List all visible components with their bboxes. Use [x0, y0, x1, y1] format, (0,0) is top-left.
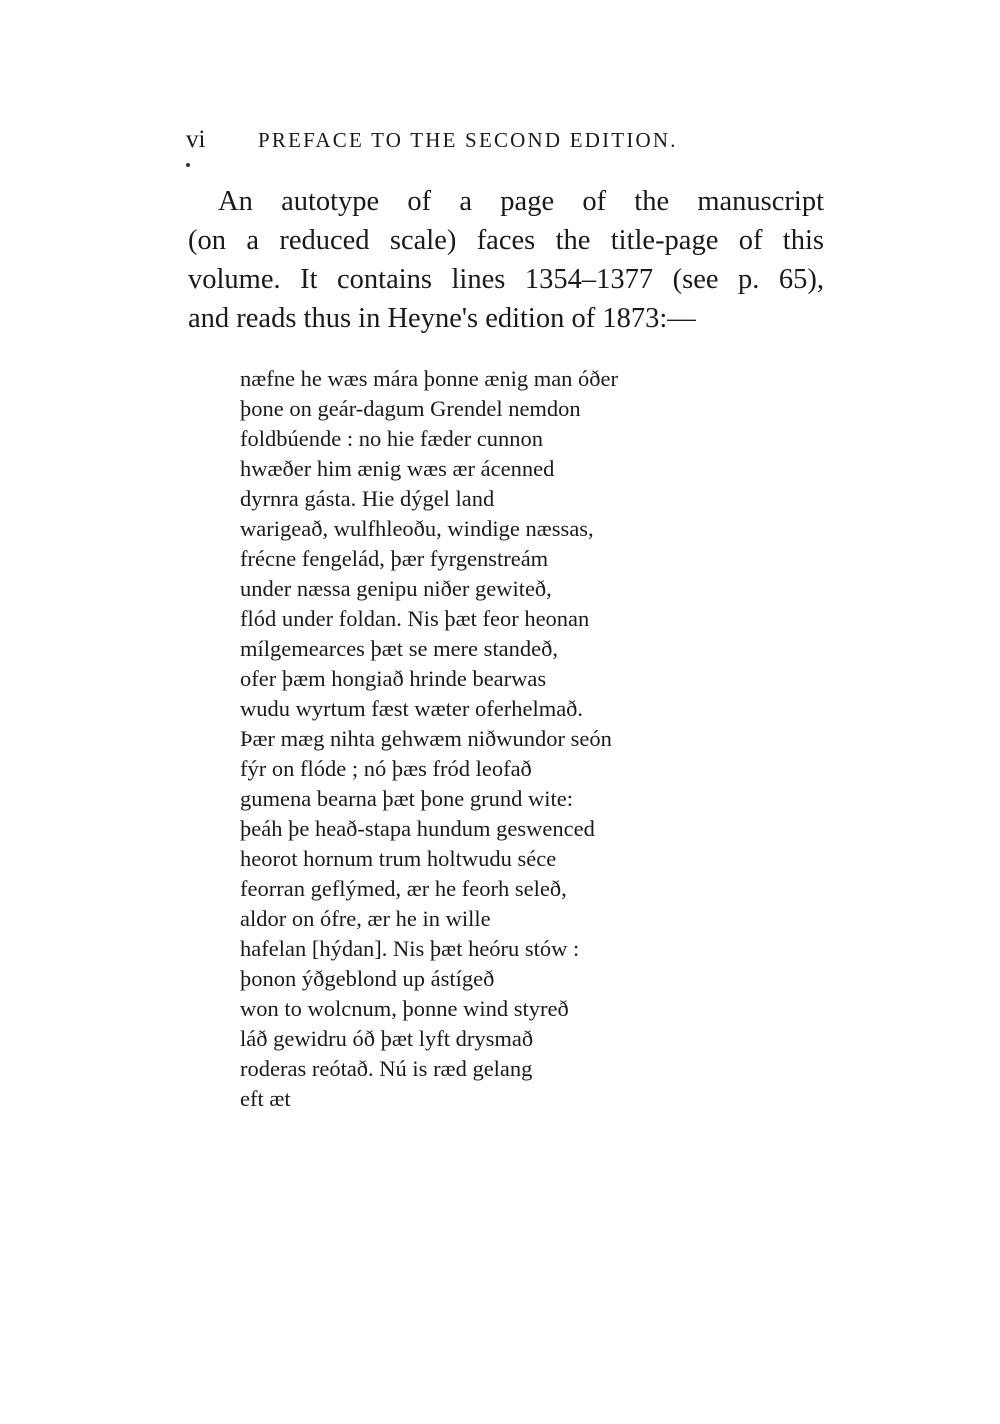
verse-line: næfne he wæs mára þonne ænig man óðer [240, 366, 619, 391]
verse-line: ofer þæm hongiað hrinde bearwas [240, 666, 547, 691]
print-speck [186, 163, 190, 167]
verse-line: þonon ýðgeblond up ástígeð [240, 966, 495, 991]
verse-line: mílgemearces þæt se mere standeð, [240, 636, 559, 661]
verse-line: feorran geflýmed, ær he feorh seleð, [240, 876, 567, 901]
verse-line: aldor on ófre, ær he in wille [240, 906, 491, 931]
verse-line: dyrnra gásta. Hie dýgel land [240, 486, 495, 511]
verse-line: foldbúende : no hie fæder cunnon [240, 426, 544, 451]
intro-line: (on a reduced scale) faces the title-page of this [188, 225, 824, 256]
intro-paragraph [188, 182, 824, 338]
verse-line: wudu wyrtum fæst wæter oferhelmað. [240, 696, 584, 721]
verse-line: fýr on flóde ; nó þæs fród leofað [240, 756, 532, 781]
intro-line: and reads thus in Heyne's edition of 1873:— [188, 303, 696, 334]
running-title: PREFACE TO THE SECOND EDITION. [258, 128, 678, 152]
verse-line: gumena bearna þæt þone grund wite: [240, 786, 574, 811]
verse-line: frécne fengelád, þær fyrgenstreám [240, 546, 549, 571]
verse-line: hwæðer him ænig wæs ær ácenned [240, 456, 555, 481]
verse-line: roderas reótað. Nú is ræd gelang [240, 1056, 533, 1081]
verse-line: hafelan [hýdan]. Nis þæt heóru stów : [240, 936, 580, 961]
verse-line: flód under foldan. Nis þæt feor heonan [240, 606, 590, 631]
running-head [186, 126, 806, 160]
verse-line: eft æt [240, 1086, 291, 1111]
intro-line: An autotype of a page of the manuscript [218, 186, 824, 217]
verse-line: warigeað, wulfhleoðu, windige næssas, [240, 516, 594, 541]
verse-line: under næssa genipu niðer gewiteð, [240, 576, 552, 601]
verse-line: láð gewidru óð þæt lyft drysmað [240, 1026, 534, 1051]
old-english-verse [240, 364, 720, 1114]
verse-line: won to wolcnum, þonne wind styreð [240, 996, 569, 1021]
verse-line: þeáh þe heað-stapa hundum geswenced [240, 816, 595, 841]
verse-line: heorot hornum trum holtwudu séce [240, 846, 557, 871]
page-number: vi [186, 126, 206, 153]
intro-line: volume. It contains lines 1354–1377 (see p. 65), [188, 264, 824, 295]
verse-line: Þær mæg nihta gehwæm niðwundor seón [240, 726, 612, 751]
verse-line: þone on geár-dagum Grendel nemdon [240, 396, 581, 421]
